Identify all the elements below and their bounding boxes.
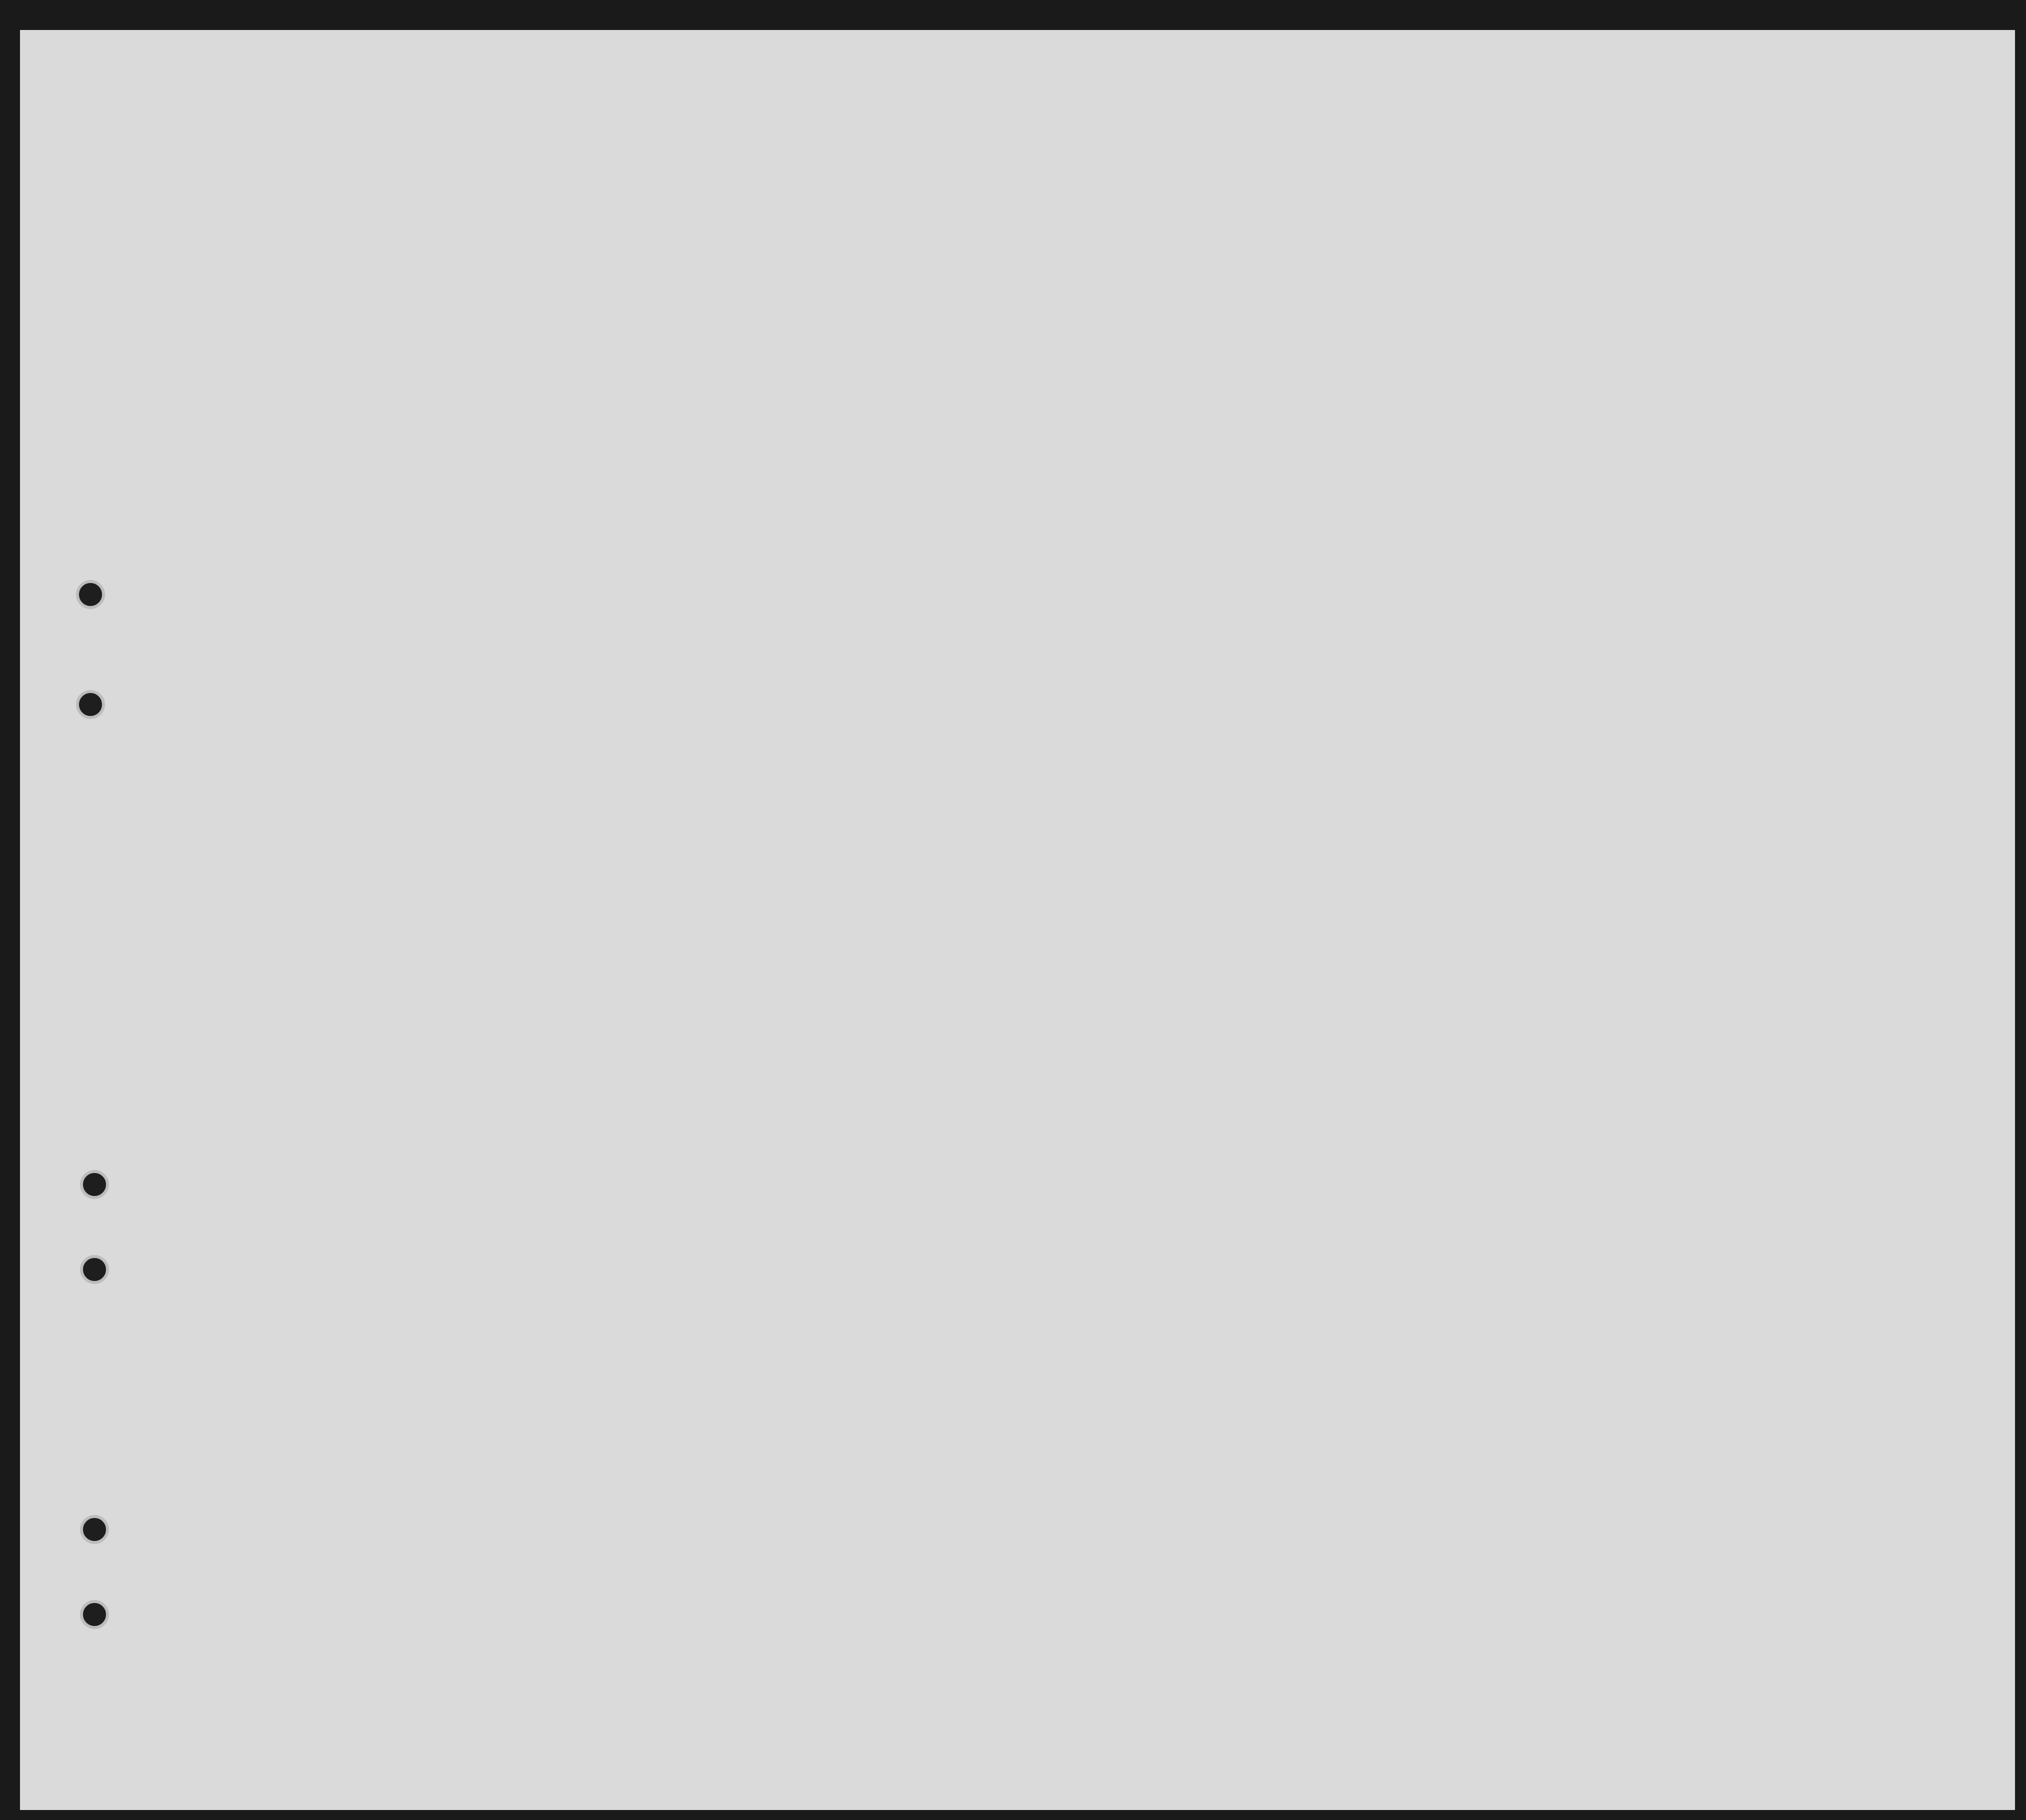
binding-hole xyxy=(80,1515,109,1544)
binding-hole xyxy=(80,1255,109,1284)
binding-hole xyxy=(80,1170,109,1199)
binding-hole xyxy=(76,580,105,609)
binding-hole xyxy=(76,690,105,719)
ruled-grid xyxy=(20,30,2015,1810)
binding-hole xyxy=(80,1600,109,1629)
manifest-sheet xyxy=(20,30,2015,1810)
